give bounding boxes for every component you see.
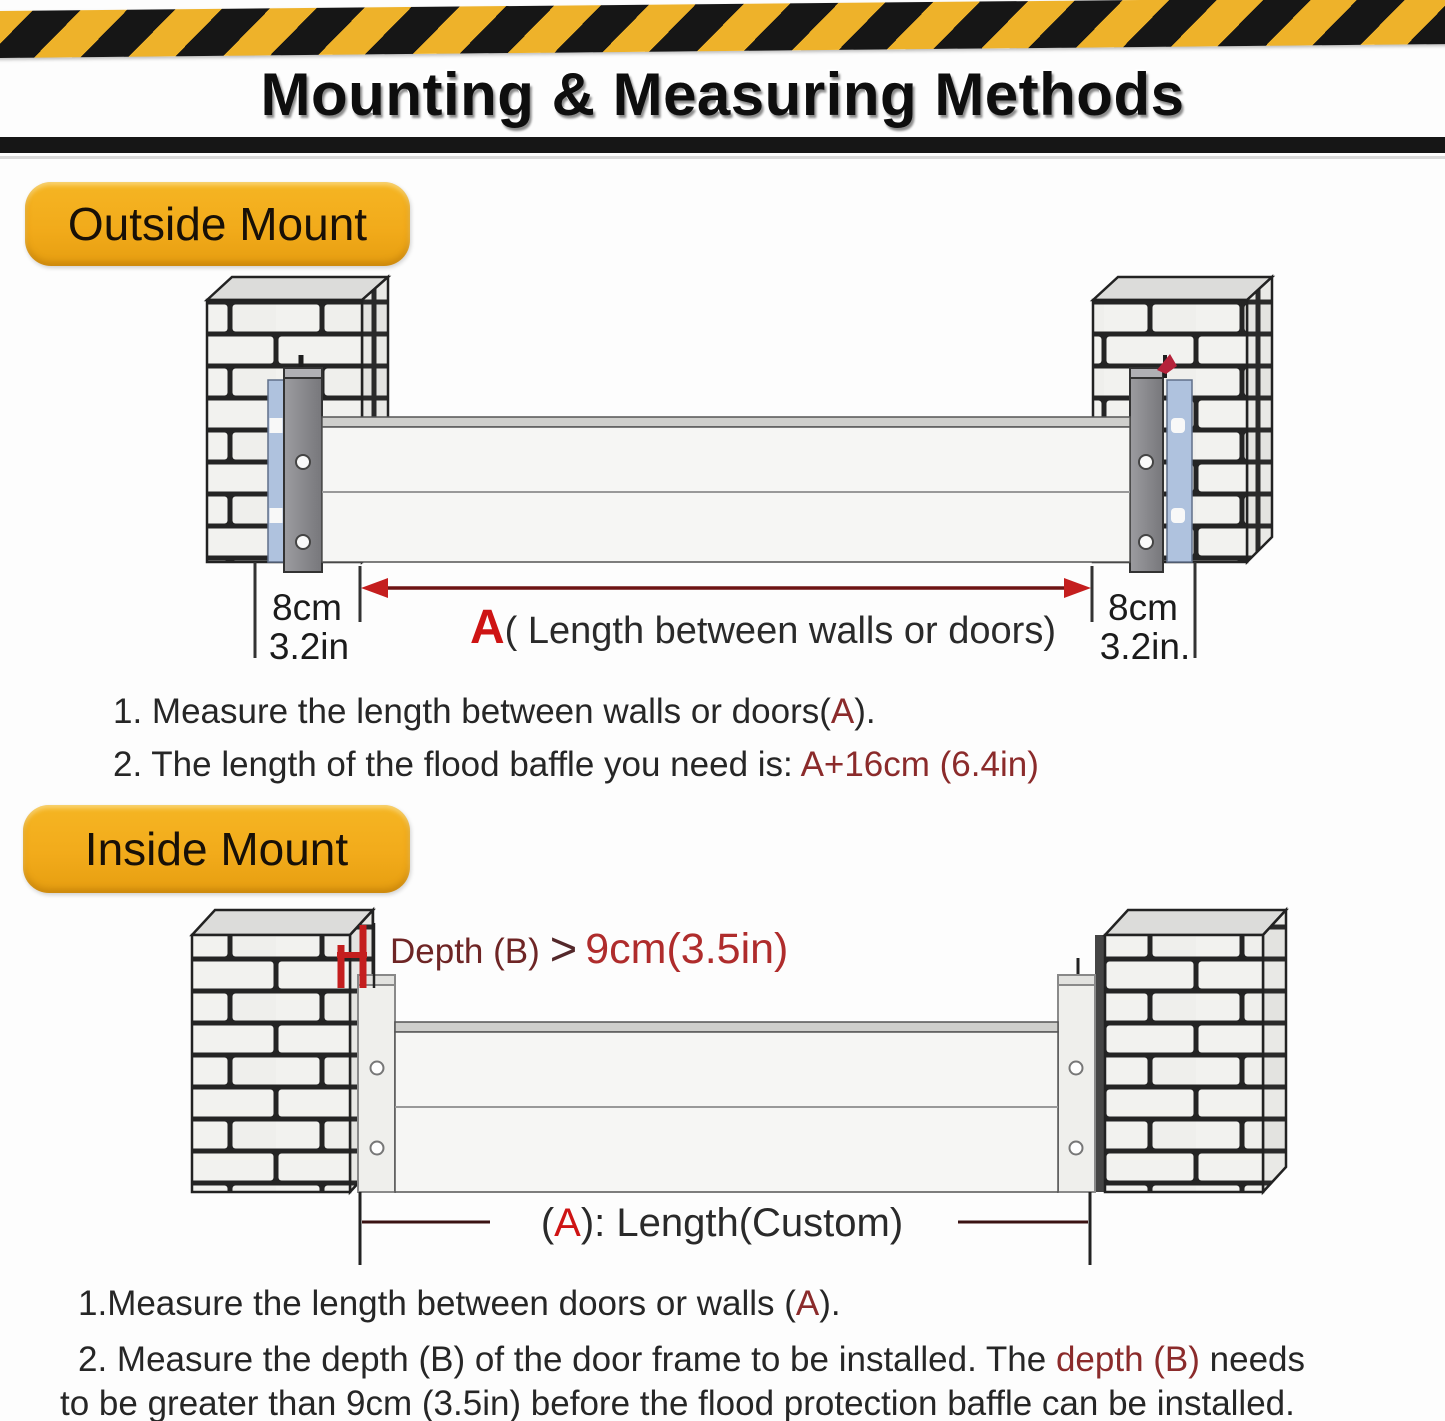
dim-right-cm: 8cm (1108, 587, 1178, 628)
arrowhead-left (361, 578, 388, 598)
depth-label (390, 922, 788, 975)
screw-hole (1070, 1142, 1083, 1155)
inside-mount-badge (23, 805, 410, 893)
dim-left-cm: 8cm (272, 587, 342, 628)
label-a-letter: A (470, 601, 505, 654)
screw-hole (371, 1062, 384, 1075)
inside-left-bracket (358, 975, 395, 1192)
dim-right-in: 3.2in. (1099, 626, 1191, 667)
pillar-shadow-gap (1095, 935, 1105, 1192)
inside-right-pillar (1095, 910, 1286, 1192)
greater-than-sign: > (549, 922, 578, 975)
hazard-stripe-banner (0, 0, 1445, 58)
outside-mount-badge-label: Outside Mount (67, 198, 368, 250)
depth-value: 9cm(3.5in) (585, 925, 789, 973)
dimension-a-label (470, 601, 1056, 654)
flood-barrier-panel (322, 417, 1130, 562)
inside-step-2-continued: to be greater than 9cm (3.5in) before the flood protection baffle can be installed. (60, 1384, 1295, 1421)
screw-hole (1139, 535, 1153, 549)
inside-flood-barrier-panel (395, 1022, 1058, 1192)
inside-step-2: 2. Measure the depth (B) of the door frame to be installed. The depth (B) needs (78, 1340, 1306, 1379)
inside-mount-badge-label: Inside Mount (84, 823, 349, 875)
inside-dimension (360, 1192, 1090, 1265)
screw-hole (296, 455, 310, 469)
outside-mount-diagram (0, 270, 1445, 690)
divider-line (0, 156, 1445, 159)
page-title: Mounting & Measuring Methods (260, 61, 1185, 128)
screw-hole (1139, 455, 1153, 469)
outside-step-2: 2. The length of the flood baffle you need is: A+16cm (6.4in) (113, 745, 1039, 784)
left-seal-strip (268, 380, 284, 562)
dim-left-in: 3.2in (268, 626, 350, 667)
right-seal-highlight (1171, 418, 1185, 433)
outside-dimension (255, 562, 1195, 667)
divider-bar (0, 137, 1445, 153)
outside-mount-badge (25, 182, 410, 266)
inside-mount-steps (60, 1284, 1305, 1421)
dim-a-letter: A (554, 1201, 581, 1245)
left-seal-highlight (270, 418, 283, 433)
left-seal-highlight (270, 508, 283, 523)
left-mounting-bracket (284, 368, 322, 572)
outside-mount-steps (113, 692, 1039, 798)
right-mounting-bracket (1130, 368, 1163, 572)
right-seal-highlight (1171, 508, 1185, 523)
screw-hole (1070, 1062, 1083, 1075)
screw-hole (296, 535, 310, 549)
label-a-rest: ( Length between walls or doors) (504, 610, 1056, 652)
depth-label-text: Depth (B) (390, 932, 540, 971)
length-custom-label: (A): Length(Custom) (540, 1201, 904, 1245)
inside-right-bracket (1058, 958, 1095, 1192)
arrowhead-right (1064, 578, 1091, 598)
outside-step-1: 1. Measure the length between walls or doors(A). (113, 692, 876, 731)
inside-step-1: 1.Measure the length between doors or walls (A). (78, 1284, 841, 1323)
screw-hole (371, 1142, 384, 1155)
right-seal-strip (1167, 380, 1192, 562)
inside-mount-diagram (0, 895, 1445, 1285)
